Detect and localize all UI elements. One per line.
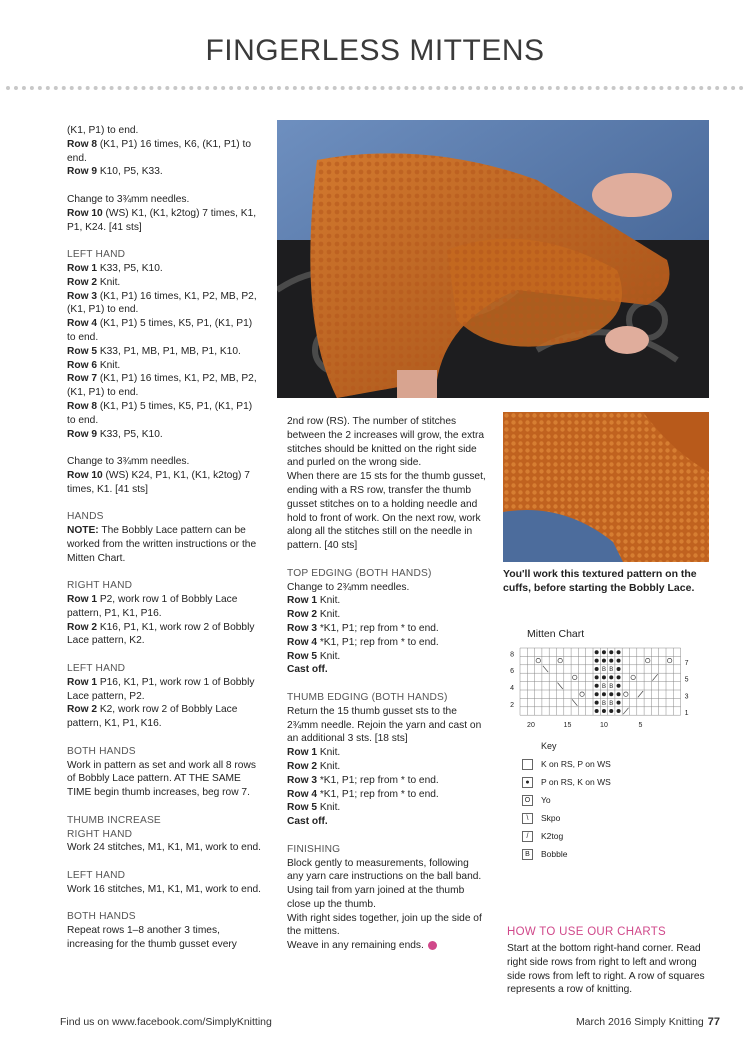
col-label: 10 — [600, 722, 608, 729]
bobble-mark: B — [601, 700, 606, 707]
yo-circle — [573, 675, 577, 679]
key-symbol-icon — [522, 759, 533, 770]
purl-dot — [602, 709, 606, 713]
dotted-divider — [6, 86, 744, 90]
mitten-chart — [505, 644, 705, 729]
row-instruction: Row 1 P2, work row 1 of Bobbly Lace pattern, P1, K1, P16. — [67, 594, 238, 619]
purl-dot — [617, 675, 621, 679]
page-number: 77 — [707, 1016, 720, 1028]
text-block: Work 16 stitches, M1, K1, M1, work to end. — [67, 883, 262, 895]
row-instruction: Row 8 (K1, P1) 5 times, K5, P1, (K1, P1) to end. — [67, 400, 253, 426]
purl-dot — [602, 659, 606, 663]
text-block: With right sides together, join up the side of the mittens. — [287, 912, 482, 938]
text-block: When there are 15 sts for the thumb gusset, ending with a RS row, transfer the thumb gusset stitches on to a holding needle and hold to front of work. On the next row, work along all the stitches still on the needle in pattern. [40 sts] — [287, 471, 486, 552]
yo-circle — [646, 658, 650, 662]
col-label: 15 — [563, 722, 572, 729]
yo-circle — [624, 692, 628, 696]
text-block: Using tail from yarn joined at the thumb close up the thumb. — [287, 885, 465, 910]
purl-dot — [609, 650, 613, 654]
bobble-mark: B — [609, 684, 614, 690]
section-heading: THUMB EDGING (BOTH HANDS) — [287, 691, 448, 703]
purl-dot — [595, 675, 599, 679]
decrease-mark — [572, 699, 577, 705]
section-heading: TOP EDGING (BOTH HANDS) — [287, 567, 432, 579]
end-mark-icon — [428, 941, 437, 950]
row-label-right: 5 — [684, 676, 689, 684]
key-item — [522, 777, 611, 789]
row-instruction: Row 10 (WS) K1, (K1, k2tog) 7 times, K1, P1, K24. [41 sts] — [67, 207, 257, 233]
yo-circle — [536, 658, 540, 662]
yo-circle — [667, 658, 671, 662]
mittens-photo — [277, 120, 709, 398]
bobble-mark: B — [609, 700, 614, 707]
purl-dot — [609, 675, 613, 679]
key-item — [522, 849, 567, 861]
purl-dot — [595, 667, 599, 671]
text-block: 2nd row (RS). The number of stitches between the 2 increases will grow, the extra stitches should be knitted on the right side and purled on the wrong side. — [287, 416, 485, 469]
footer-facebook: Find us on www.facebook.com/SimplyKnitting — [60, 1016, 272, 1028]
purl-dot — [609, 692, 613, 696]
key-title: Key — [541, 741, 557, 751]
row-instruction: Row 3 *K1, P1; rep from * to end. — [287, 622, 439, 634]
key-symbol-icon: / — [522, 831, 533, 842]
row-instruction: Row 6 Knit. — [67, 359, 121, 371]
decrease-mark — [652, 674, 657, 680]
row-instruction: Row 5 Knit. — [287, 802, 341, 814]
cast-off: Cast off. — [287, 664, 328, 676]
purl-dot — [617, 684, 621, 688]
purl-dot — [595, 684, 599, 688]
row-instruction: Row 1 K33, P5, K10. — [67, 262, 163, 274]
row-label-left: 8 — [510, 651, 514, 659]
purl-dot — [602, 650, 606, 654]
yo-circle — [558, 658, 562, 662]
yo-circle — [631, 675, 635, 679]
purl-dot — [602, 675, 606, 679]
row-instruction: Row 4 *K1, P1; rep from * to end. — [287, 788, 439, 800]
how-to-heading: HOW TO USE OUR CHARTS — [507, 926, 667, 938]
decrease-mark — [638, 691, 643, 697]
text-block: Work in pattern as set and work all 8 rows of Bobbly Lace pattern. AT THE SAME TIME begin thumb increases, beg row 7. — [67, 759, 256, 799]
page-title: FINGERLESS MITTENS — [205, 34, 545, 67]
row-instruction: Row 2 Knit. — [287, 760, 341, 772]
bobble-mark: B — [601, 684, 606, 690]
decrease-mark — [623, 708, 628, 714]
purl-dot — [602, 692, 606, 696]
row-instruction: Row 1 Knit. — [287, 595, 341, 607]
section-heading: LEFT HAND — [67, 663, 126, 675]
section-heading: LEFT HAND — [67, 249, 126, 261]
footer-issue: March 2016 Simply Knitting 77 — [575, 1016, 720, 1028]
row-instruction: Row 9 K10, P5, K33. — [67, 166, 163, 178]
purl-dot — [595, 659, 599, 663]
chart-title: Mitten Chart — [527, 628, 585, 640]
text-block: Weave in any remaining ends. — [287, 939, 487, 953]
note: NOTE: The Bobbly Lace pattern can be worked from the written instructions or the Mitten Chart. — [67, 525, 257, 564]
row-instruction: Row 10 (WS) K24, P1, K1, (K1, k2tog) 7 times, K1. [41 sts] — [67, 469, 250, 495]
row-label-left: 6 — [510, 668, 514, 676]
decrease-mark — [558, 683, 563, 689]
row-instruction: Row 8 (K1, P1) 16 times, K6, (K1, P1) to end. — [67, 138, 252, 164]
purl-dot — [617, 692, 621, 696]
col-label: 20 — [527, 722, 535, 729]
pattern-column-1 — [67, 124, 263, 952]
key-label: Yo — [541, 795, 551, 805]
row-label-left: 4 — [510, 685, 514, 692]
purl-dot — [617, 667, 621, 671]
cuff-detail-photo — [503, 412, 709, 562]
text-block: Work 24 stitches, M1, K1, M1, work to end. — [67, 842, 262, 854]
row-instruction: Row 9 K33, P5, K10. — [67, 428, 163, 440]
text-block: Return the 15 thumb gusset sts to the 2¾mm needle. Rejoin the yarn and cast on an additional 3 sts. [18 sts] — [287, 705, 482, 745]
row-instruction: Row 2 Knit. — [287, 609, 341, 621]
section-subheading: BOTH HANDS — [67, 911, 136, 923]
key-item — [522, 795, 551, 807]
key-label: Bobble — [541, 849, 568, 859]
row-instruction: Row 4 (K1, P1) 5 times, K5, P1, (K1, P1) to end. — [67, 318, 253, 343]
section-subheading: RIGHT HAND — [67, 828, 133, 840]
key-symbol-icon: B — [522, 849, 533, 860]
key-symbol-icon: O — [522, 795, 533, 806]
section-heading: BOTH HANDS — [67, 745, 136, 757]
key-item — [522, 759, 611, 771]
yo-circle — [580, 692, 584, 696]
section-heading: FINISHING — [287, 843, 341, 855]
purl-dot — [609, 659, 613, 663]
section-heading: THUMB INCREASE — [67, 814, 161, 826]
pattern-column-2 — [287, 415, 487, 953]
row-instruction: Row 5 K33, P1, MB, P1, MB, P1, K10. — [67, 345, 241, 357]
how-to-body: Start at the bottom right-hand corner. Read right side rows from right to left and wrong side rows from left to right. A row of squares represents a row of knitting. — [507, 943, 705, 996]
cast-off: Cast off. — [287, 816, 328, 828]
bobble-mark: B — [609, 667, 614, 674]
text-line: (K1, P1) to end. — [67, 125, 139, 136]
section-heading: RIGHT HAND — [67, 580, 133, 592]
text-line: Change to 2¾mm needles. — [287, 581, 410, 593]
text-block: Repeat rows 1–8 another 3 times, increasing for the thumb gusset every — [67, 925, 237, 951]
key-item — [522, 831, 563, 843]
purl-dot — [595, 692, 599, 696]
row-instruction: Row 1 P16, K1, P1, work row 1 of Bobbly Lace pattern, P2. — [67, 676, 255, 702]
row-label-right: 7 — [684, 659, 689, 667]
key-label: K2tog — [541, 831, 564, 841]
purl-dot — [609, 709, 613, 713]
purl-dot — [617, 709, 621, 713]
key-label: P on RS, K on WS — [541, 777, 611, 787]
key-item — [522, 813, 560, 825]
section-subheading: LEFT HAND — [67, 870, 126, 882]
photo-caption: You'll work this textured pattern on the cuffs, before starting the Bobbly Lace. — [503, 568, 697, 594]
purl-dot — [617, 659, 621, 663]
row-label-right: 1 — [684, 710, 689, 718]
row-instruction: Row 2 K2, work row 2 of Bobbly Lace pattern, K1, P1, K16. — [67, 704, 238, 730]
row-instruction: Row 2 Knit. — [67, 276, 121, 288]
col-label: 5 — [638, 722, 643, 729]
purl-dot — [595, 701, 599, 705]
key-symbol-icon: \ — [522, 813, 533, 824]
decrease-mark — [543, 666, 548, 672]
row-label-left: 2 — [510, 701, 514, 709]
row-instruction: Row 4 *K1, P1; rep from * to end. — [287, 636, 439, 648]
key-label: Skpo — [541, 813, 561, 823]
key-symbol-icon: ● — [522, 777, 533, 788]
purl-dot — [617, 701, 621, 705]
purl-dot — [595, 709, 599, 713]
text-block: Block gently to measurements, following any yarn care instructions on the ball band. — [287, 857, 482, 883]
row-instruction: Row 2 K16, P1, K1, work row 2 of Bobbly Lace pattern, K2. — [67, 621, 255, 647]
text-line: Change to 3¾mm needles. — [67, 456, 190, 468]
purl-dot — [617, 650, 621, 654]
key-label: K on RS, P on WS — [541, 759, 611, 769]
row-instruction: Row 1 Knit. — [287, 747, 341, 759]
row-label-right: 3 — [684, 693, 689, 701]
row-instruction: Row 3 (K1, P1) 16 times, K1, P2, MB, P2, (K1, P1) to end. — [67, 290, 257, 316]
bobble-mark: B — [601, 667, 606, 674]
text-line: Change to 3¾mm needles. — [67, 193, 190, 205]
row-instruction: Row 5 Knit. — [287, 650, 341, 662]
section-heading: HANDS — [67, 511, 104, 523]
purl-dot — [595, 650, 599, 654]
row-instruction: Row 7 (K1, P1) 16 times, K1, P2, MB, P2, (K1, P1) to end. — [67, 373, 257, 399]
row-instruction: Row 3 *K1, P1; rep from * to end. — [287, 774, 439, 786]
